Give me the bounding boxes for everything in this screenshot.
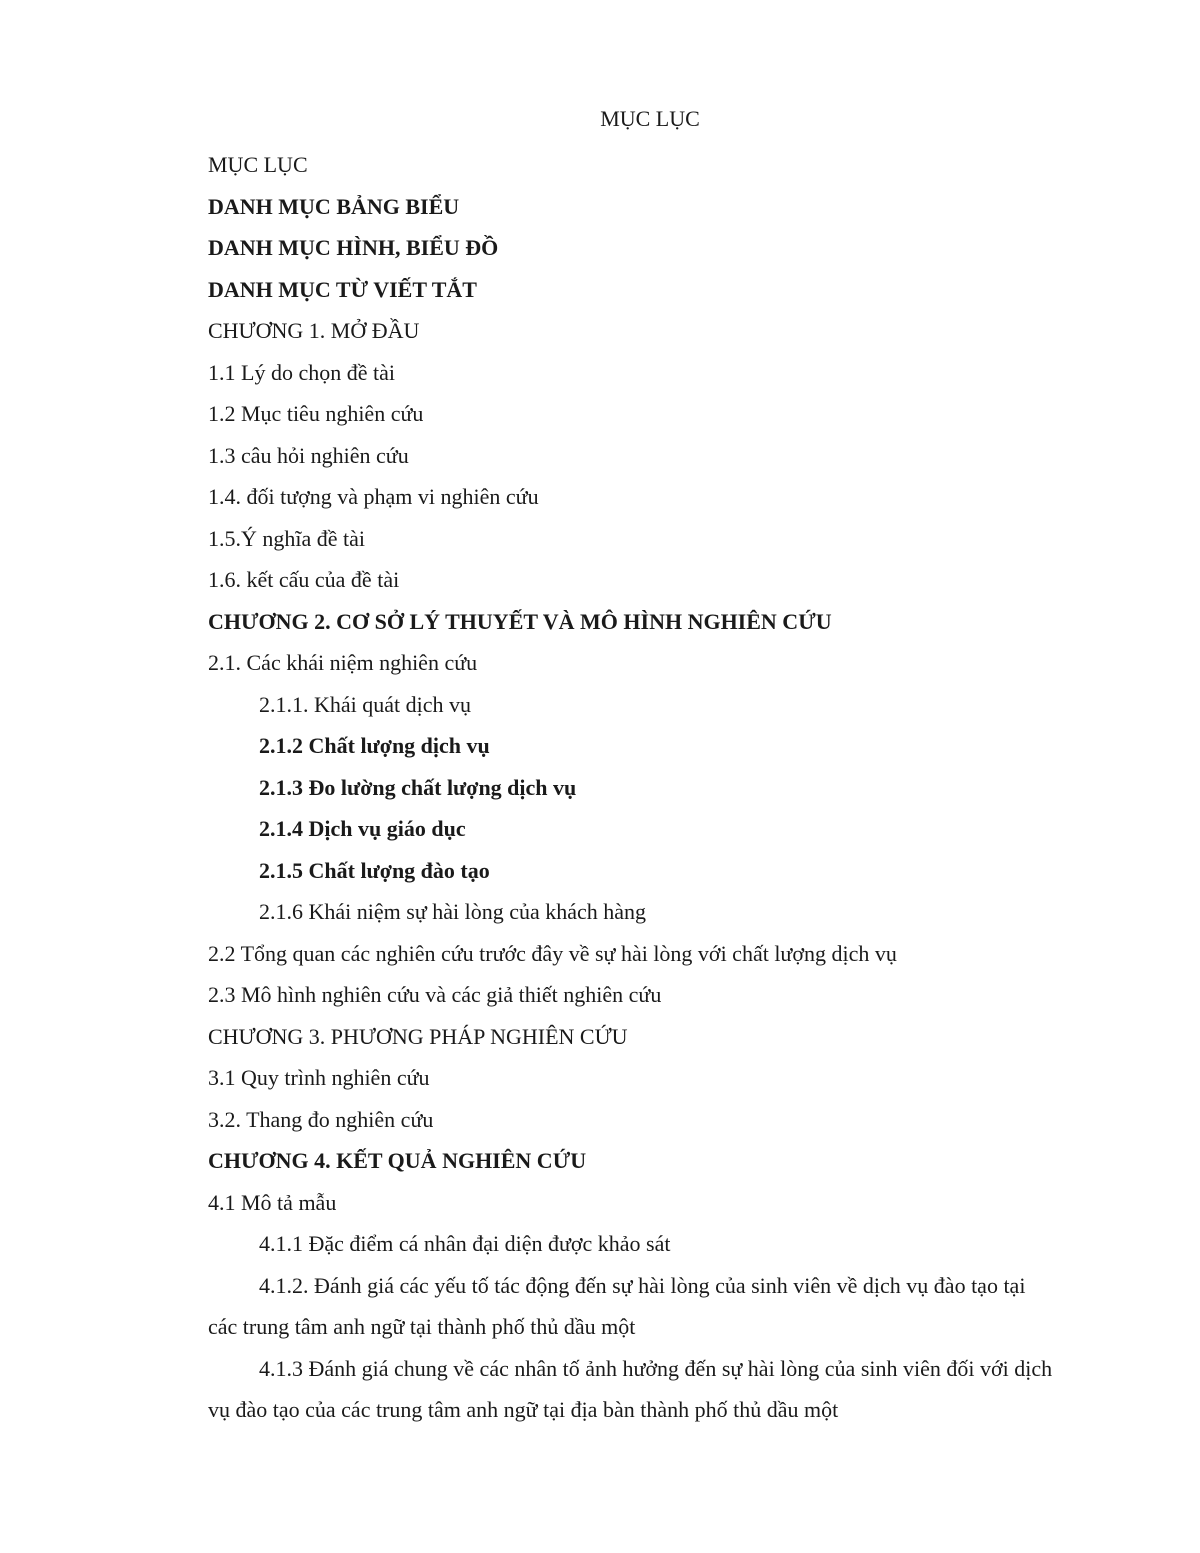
toc-entry: DANH MỤC HÌNH, BIỂU ĐỒ xyxy=(208,235,499,260)
toc-entry: 1.1 Lý do chọn đề tài xyxy=(208,359,395,385)
toc-title: MỤC LỤC xyxy=(600,106,700,131)
toc-entry: 2.1.6 Khái niệm sự hài lòng của khách hàng xyxy=(259,899,647,924)
toc-entry: 4.1.2. Đánh giá các yếu tố tác động đến sự hài lòng của sinh viên về dịch vụ đào tạo tại các trung tâm anh ngữ tại thành phố thủ dầu một xyxy=(208,1272,1026,1339)
toc-entry: 2.1. Các khái niệm nghiên cứu xyxy=(208,650,478,675)
toc-entry: 3.2. Thang đo nghiên cứu xyxy=(208,1106,434,1132)
toc-entry: CHƯƠNG 4. KẾT QUẢ NGHIÊN CỨU xyxy=(208,1148,587,1173)
toc-entry: 1.3 câu hỏi nghiên cứu xyxy=(208,442,409,468)
toc-entry: DANH MỤC TỪ VIẾT TẮT xyxy=(208,276,477,302)
toc-entry: 1.6. kết cấu của đề tài xyxy=(208,567,400,592)
toc-entry: 2.1.3 Đo lường chất lượng dịch vụ xyxy=(259,774,577,800)
toc-entry: 1.5.Ý nghĩa đề tài xyxy=(208,525,366,551)
toc-entry: CHƯƠNG 2. CƠ SỞ LÝ THUYẾT VÀ MÔ HÌNH NGHIÊN CỨU xyxy=(208,608,832,634)
toc-entry: 4.1 Mô tả mẫu xyxy=(208,1189,337,1215)
toc-list xyxy=(208,144,1058,1431)
toc-entry: CHƯƠNG 3. PHƯƠNG PHÁP NGHIÊN CỨU xyxy=(208,1023,628,1049)
toc-entry: 3.1 Quy trình nghiên cứu xyxy=(208,1065,430,1090)
toc-entry: DANH MỤC BẢNG BIỂU xyxy=(208,193,460,219)
toc-entry: CHƯƠNG 1. MỞ ĐẦU xyxy=(208,318,420,343)
toc-entry: 2.1.4 Dịch vụ giáo dục xyxy=(259,816,466,841)
toc-entry: 4.1.1 Đặc điểm cá nhân đại diện được khảo sát xyxy=(259,1231,671,1256)
toc-entry: 2.1.5 Chất lượng đào tạo xyxy=(259,857,490,883)
toc-entry: 2.1.1. Khái quát dịch vụ xyxy=(259,691,472,717)
toc-entry: 2.3 Mô hình nghiên cứu và các giả thiết nghiên cứu xyxy=(208,982,662,1007)
toc-entry: 1.4. đối tượng và phạm vi nghiên cứu xyxy=(208,484,539,509)
toc-entry: 4.1.3 Đánh giá chung về các nhân tố ảnh hưởng đến sự hài lòng của sinh viên đối với dịch vụ đào tạo của các trung tâm anh ngữ tại địa bàn thành phố thủ dầu một xyxy=(208,1355,1053,1422)
toc-entry: 1.2 Mục tiêu nghiên cứu xyxy=(208,401,424,426)
toc-entry: MỤC LỤC xyxy=(208,152,308,177)
toc-entry: 2.2 Tổng quan các nghiên cứu trước đây về sự hài lòng với chất lượng dịch vụ xyxy=(208,940,897,966)
toc-entry: 2.1.2 Chất lượng dịch vụ xyxy=(259,733,490,758)
